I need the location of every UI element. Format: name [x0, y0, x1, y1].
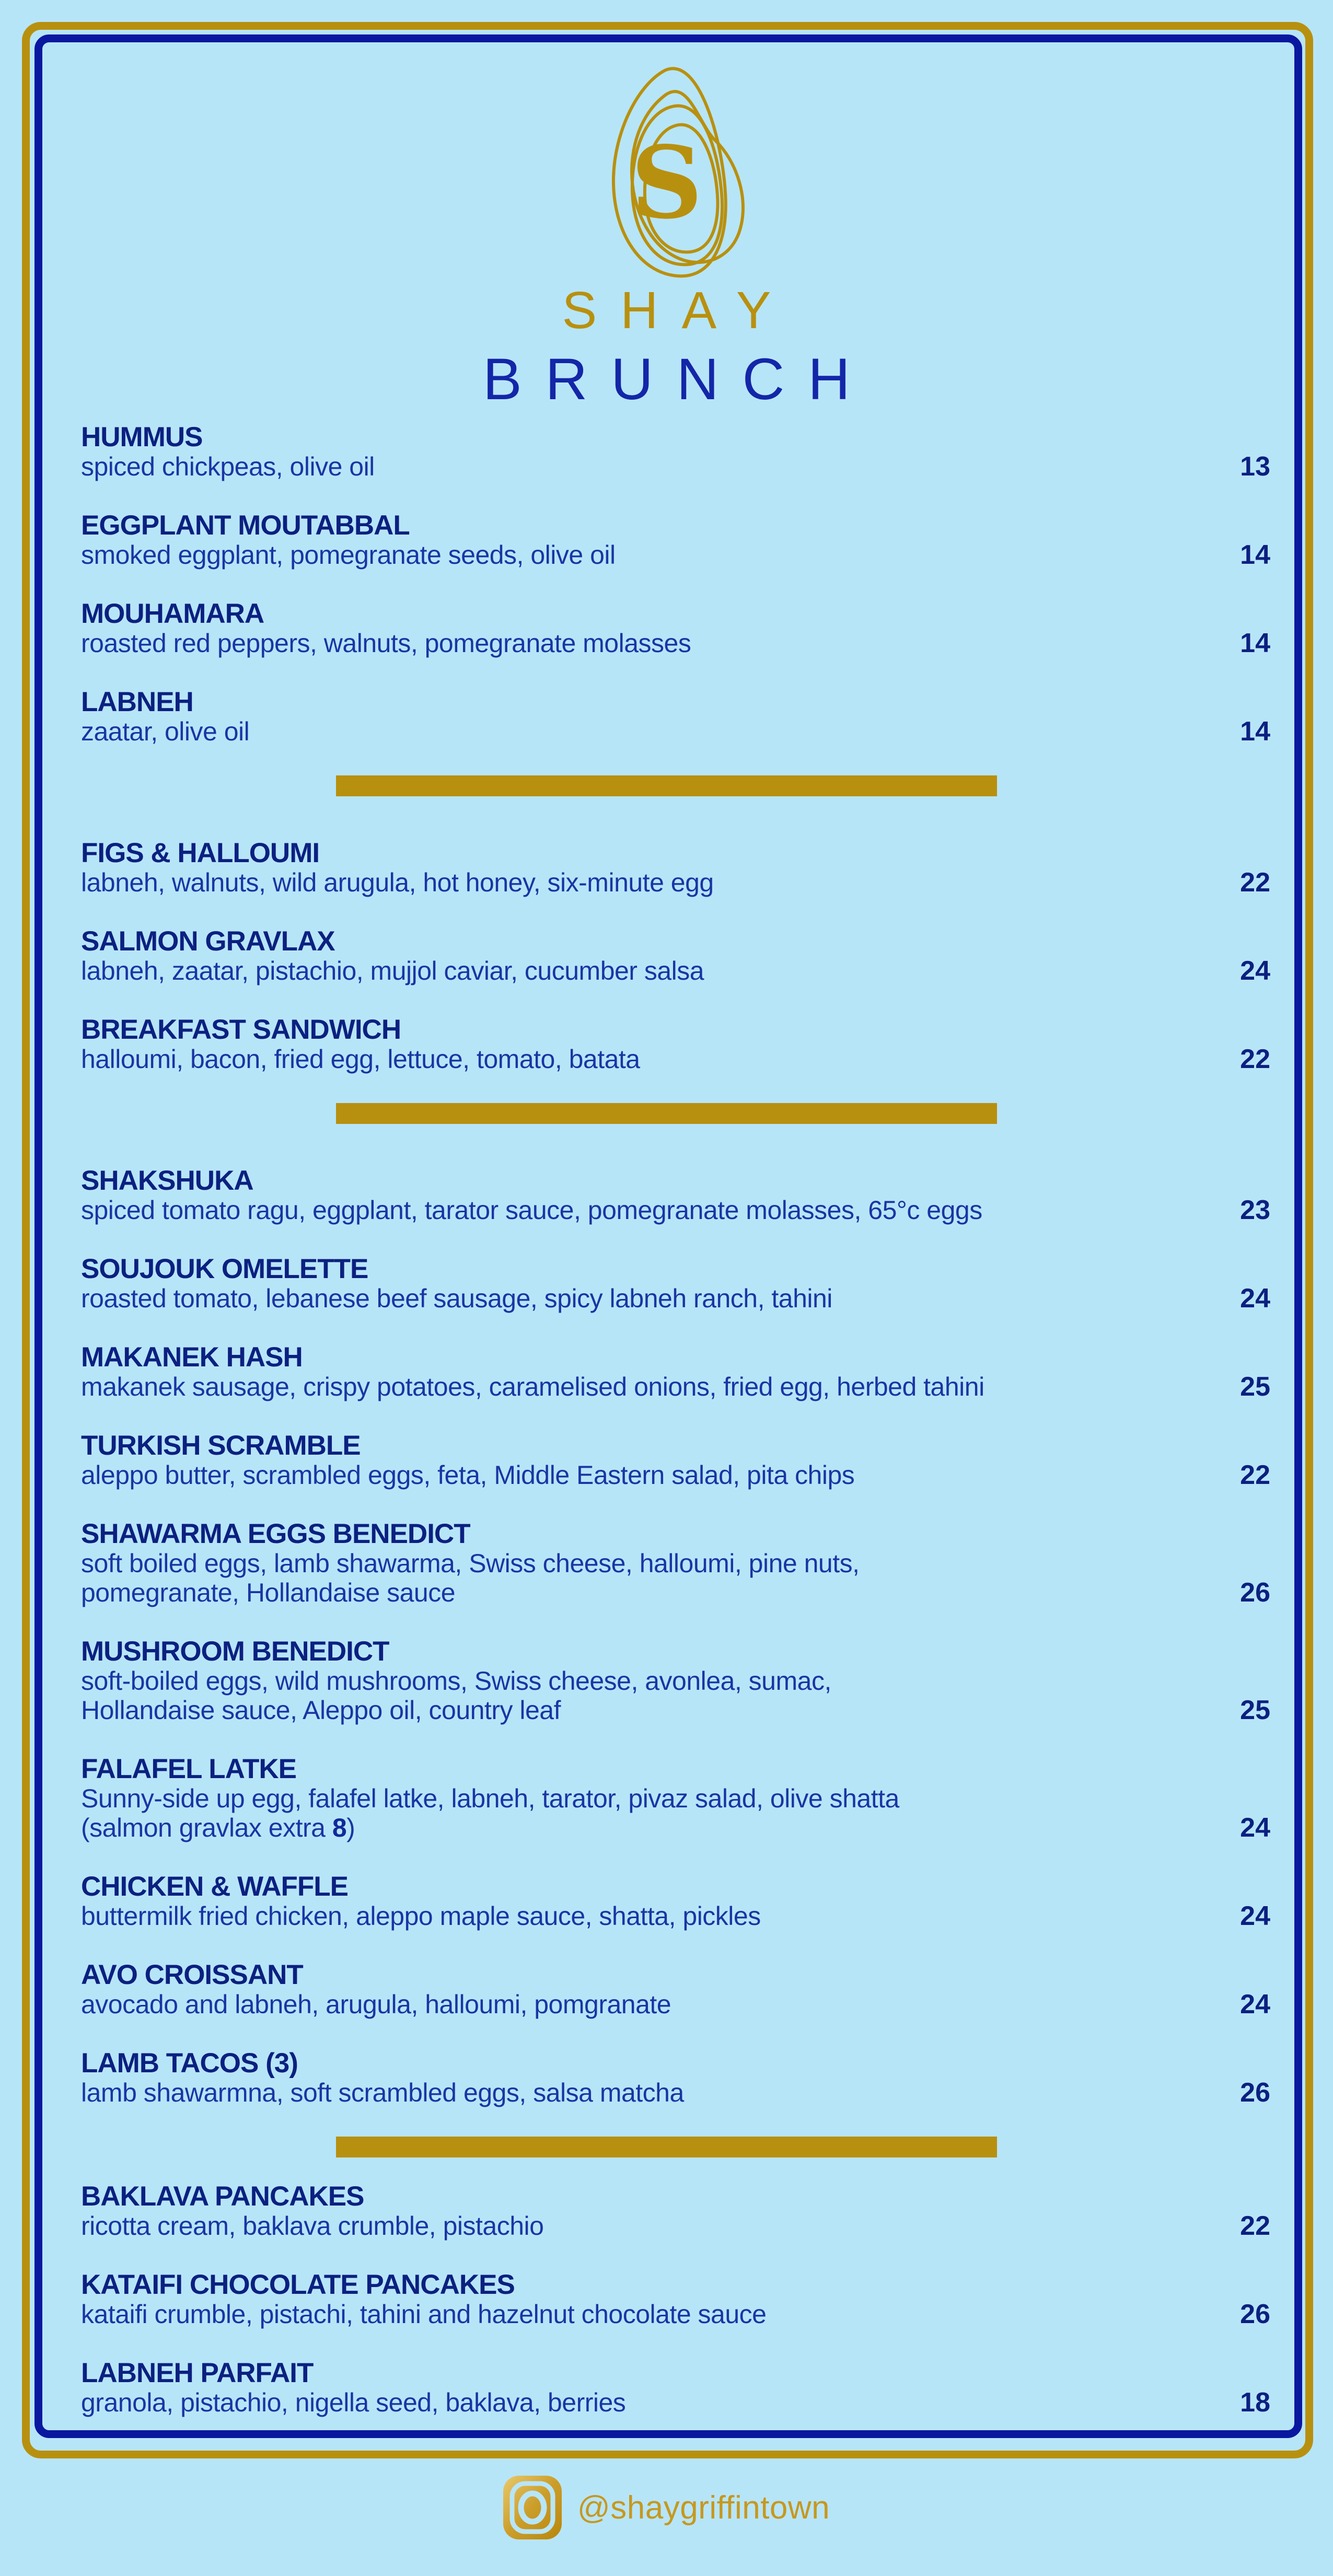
- item-price: 14: [1240, 716, 1270, 747]
- item-name: FIGS & HALLOUMI: [81, 838, 320, 868]
- menu-item-text: [81, 1431, 1219, 1490]
- item-name: AVO CROISSANT: [81, 1959, 303, 1990]
- menu-item: [81, 926, 1270, 985]
- menu-item-text: [81, 599, 1219, 658]
- item-name: SHAKSHUKA: [81, 1165, 253, 1196]
- item-name: HUMMUS: [81, 422, 203, 452]
- item-description: zaatar, olive oil: [81, 717, 250, 746]
- menu-item-text: [81, 687, 1219, 746]
- item-price: 24: [1240, 1901, 1270, 1931]
- instagram-handle: @shaygriffintown: [577, 2489, 830, 2526]
- menu-item-text: [81, 1754, 1219, 1842]
- menu-item-text: [81, 1342, 1219, 1401]
- menu-item: [81, 422, 1270, 481]
- item-description: spiced chickpeas, olive oil: [81, 452, 375, 481]
- menu-list: [81, 422, 1270, 2446]
- section-divider-bar: [336, 775, 997, 796]
- item-description: makanek sausage, crispy potatoes, caramelised onions, fried egg, herbed tahini: [81, 1372, 984, 1401]
- item-price: 25: [1240, 1695, 1270, 1725]
- item-description: labneh, zaatar, pistachio, mujjol caviar, cucumber salsa: [81, 956, 704, 985]
- item-name: TURKISH SCRAMBLE: [81, 1430, 361, 1461]
- item-description: Sunny-side up egg, falafel latke, labneh, tarator, pivaz salad, olive shatta: [81, 1784, 899, 1813]
- menu-item: [81, 2182, 1270, 2241]
- item-description: (salmon gravlax extra 8): [81, 1813, 355, 1842]
- instagram-icon: [503, 2476, 562, 2539]
- page-title: BRUNCH: [482, 346, 874, 412]
- item-description: kataifi crumble, pistachi, tahini and hazelnut chocolate sauce: [81, 2300, 767, 2329]
- item-description: roasted tomato, lebanese beef sausage, spicy labneh ranch, tahini: [81, 1284, 832, 1313]
- item-price: 24: [1240, 1813, 1270, 1843]
- menu-item: [81, 1015, 1270, 1074]
- item-name: BREAKFAST SANDWICH: [81, 1014, 401, 1045]
- item-name: LABNEH: [81, 687, 193, 717]
- item-description: Hollandaise sauce, Aleppo oil, country leaf: [81, 1696, 561, 1725]
- item-description: roasted red peppers, walnuts, pomegranate molasses: [81, 629, 691, 658]
- item-name: FALAFEL LATKE: [81, 1754, 296, 1784]
- menu-item-text: [81, 1519, 1219, 1607]
- item-price: 22: [1240, 1460, 1270, 1490]
- item-price: 26: [1240, 1577, 1270, 1608]
- menu-item: [81, 687, 1270, 746]
- item-price: 14: [1240, 628, 1270, 658]
- item-name: MAKANEK HASH: [81, 1342, 303, 1373]
- item-description: smoked eggplant, pomegranate seeds, olive oil: [81, 540, 616, 570]
- item-description: soft-boiled eggs, wild mushrooms, Swiss cheese, avonlea, sumac,: [81, 1666, 831, 1696]
- menu-item-text: [81, 1960, 1219, 2019]
- menu-item-text: [81, 1166, 1219, 1225]
- menu-item: [81, 599, 1270, 658]
- item-price: 24: [1240, 956, 1270, 986]
- menu-item-text: [81, 2048, 1219, 2107]
- item-name: MOUHAMARA: [81, 598, 264, 629]
- menu-header: [0, 62, 1333, 412]
- item-name: LAMB TACOS (3): [81, 2048, 298, 2079]
- section-divider-bar: [336, 2137, 997, 2157]
- item-price: 22: [1240, 1044, 1270, 1074]
- item-price: 18: [1240, 2387, 1270, 2418]
- item-name: SOUJOUK OMELETTE: [81, 1254, 368, 1284]
- item-name: SALMON GRAVLAX: [81, 926, 335, 957]
- menu-section: [81, 2182, 1270, 2417]
- menu-item: [81, 1960, 1270, 2019]
- item-price: 22: [1240, 867, 1270, 898]
- shay-logo-icon: [588, 62, 745, 287]
- menu-item: [81, 1872, 1270, 1931]
- item-name: SHAWARMA EGGS BENEDICT: [81, 1518, 470, 1549]
- item-price: 25: [1240, 1372, 1270, 1402]
- menu-section: [81, 422, 1270, 746]
- item-name: KATAIFI CHOCOLATE PANCAKES: [81, 2269, 515, 2300]
- menu-item-text: [81, 422, 1219, 481]
- menu-item-text: [81, 510, 1219, 570]
- menu-item: [81, 1637, 1270, 1725]
- menu-item-text: [81, 1637, 1219, 1725]
- item-description: halloumi, bacon, fried egg, lettuce, tomato, batata: [81, 1045, 640, 1074]
- menu-item-text: [81, 926, 1219, 985]
- item-name: EGGPLANT MOUTABBAL: [81, 510, 410, 541]
- menu-item-text: [81, 838, 1219, 897]
- menu-item: [81, 2048, 1270, 2107]
- item-name: CHICKEN & WAFFLE: [81, 1871, 349, 1902]
- menu-item-text: [81, 1872, 1219, 1931]
- item-price: 24: [1240, 1989, 1270, 2020]
- item-description: pomegranate, Hollandaise sauce: [81, 1578, 456, 1607]
- section-divider-bar: [336, 1103, 997, 1124]
- item-description: lamb shawarmna, soft scrambled eggs, salsa matcha: [81, 2078, 684, 2107]
- menu-item-text: [81, 2358, 1219, 2417]
- item-description: granola, pistachio, nigella seed, baklava, berries: [81, 2388, 626, 2417]
- item-name: BAKLAVA PANCAKES: [81, 2181, 364, 2212]
- item-description: spiced tomato ragu, eggplant, tarator sauce, pomegranate molasses, 65°c eggs: [81, 1196, 982, 1225]
- item-price: 26: [1240, 2078, 1270, 2108]
- menu-item-text: [81, 1015, 1219, 1074]
- item-price: 22: [1240, 2211, 1270, 2241]
- menu-item: [81, 1519, 1270, 1607]
- menu-item: [81, 1431, 1270, 1490]
- menu-item: [81, 2270, 1270, 2329]
- menu-item: [81, 2358, 1270, 2417]
- item-description: aleppo butter, scrambled eggs, feta, Middle Eastern salad, pita chips: [81, 1460, 855, 1490]
- item-name: LABNEH PARFAIT: [81, 2358, 314, 2388]
- menu-item-text: [81, 2270, 1219, 2329]
- menu-item-text: [81, 1254, 1219, 1313]
- item-name: MUSHROOM BENEDICT: [81, 1636, 389, 1667]
- menu-item-text: [81, 2182, 1219, 2241]
- menu-item: [81, 1342, 1270, 1401]
- item-description: soft boiled eggs, lamb shawarma, Swiss cheese, halloumi, pine nuts,: [81, 1549, 860, 1578]
- menu-item: [81, 510, 1270, 570]
- footer: [0, 2476, 1333, 2539]
- menu-item: [81, 1166, 1270, 1225]
- menu-section: [81, 1166, 1270, 2107]
- brand-title: SHAY: [562, 281, 795, 340]
- item-price: 14: [1240, 540, 1270, 570]
- menu-item: [81, 838, 1270, 897]
- item-description: buttermilk fried chicken, aleppo maple sauce, shatta, pickles: [81, 1901, 761, 1931]
- menu-item: [81, 1754, 1270, 1842]
- item-description: labneh, walnuts, wild arugula, hot honey, six-minute egg: [81, 868, 714, 897]
- item-description: avocado and labneh, arugula, halloumi, pomgranate: [81, 1990, 671, 2019]
- logo-monogram: S: [630, 124, 703, 241]
- menu-section: [81, 838, 1270, 1074]
- menu-item: [81, 1254, 1270, 1313]
- item-price: 26: [1240, 2299, 1270, 2329]
- item-price: 23: [1240, 1195, 1270, 1225]
- item-price: 13: [1240, 451, 1270, 482]
- item-price: 24: [1240, 1283, 1270, 1314]
- item-description: ricotta cream, baklava crumble, pistachio: [81, 2211, 544, 2241]
